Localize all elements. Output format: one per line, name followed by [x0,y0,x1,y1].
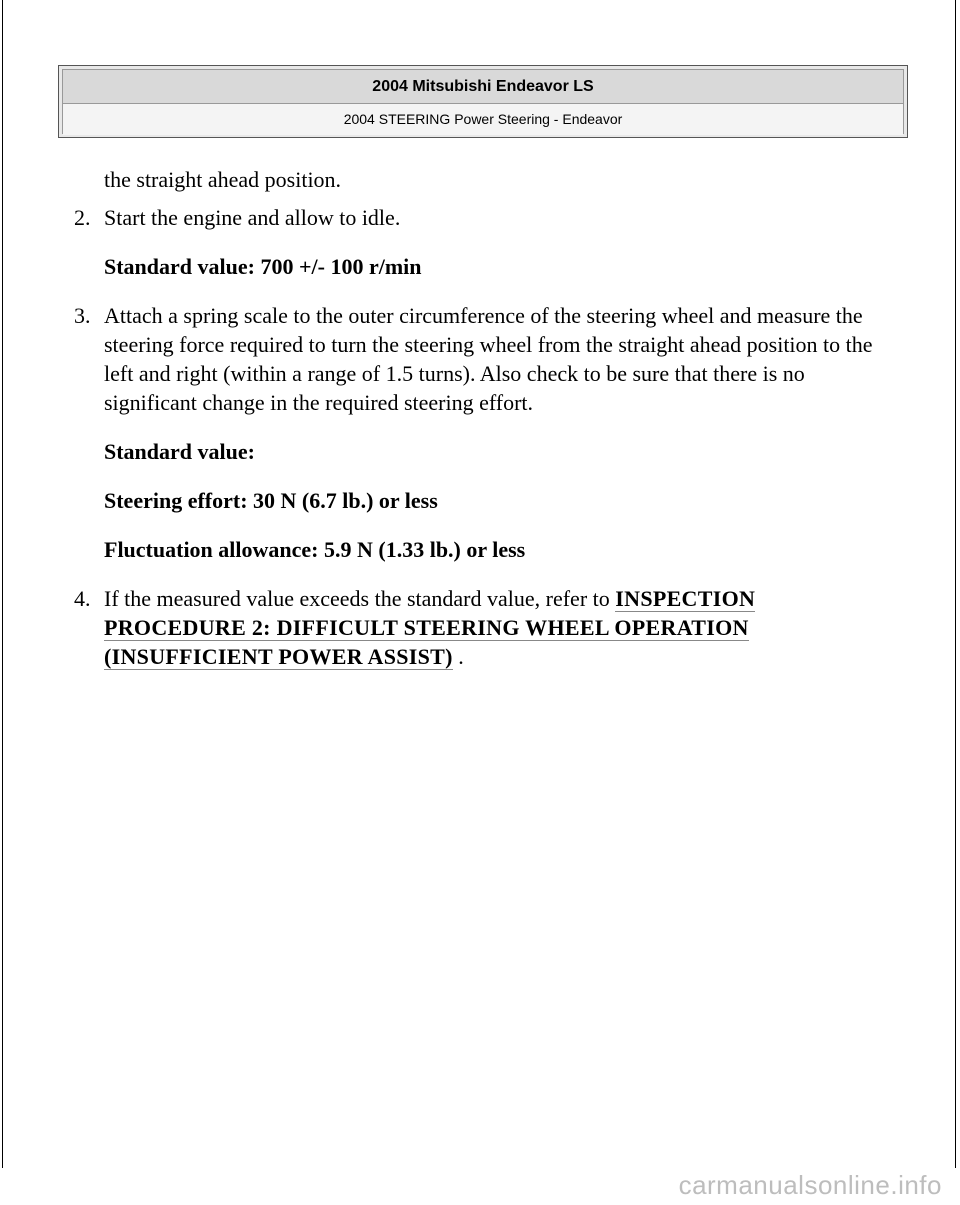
step-3 [74,301,874,417]
standard-value-label: Standard value: [104,439,255,464]
step-text: Start the engine and allow to idle. [104,205,401,230]
step-text-after-link: . [452,644,464,669]
document-body [74,165,874,671]
document-header [58,65,908,138]
continuation-text: the straight ahead position. [104,167,342,192]
step-4 [74,584,874,671]
steering-effort-value: Steering effort: 30 N (6.7 lb.) or less [104,488,438,513]
step-2 [74,203,874,232]
step-number: 2. [74,205,91,230]
step-text-before-link: If the measured value exceeds the standard value, refer to [104,586,616,611]
header-subtitle: 2004 STEERING Power Steering - Endeavor [63,104,903,135]
standard-idle-value: Standard value: 700 +/- 100 r/min [104,254,422,279]
watermark: carmanualsonline.info [678,1170,942,1200]
step-number: 3. [74,303,91,328]
header-title: 2004 Mitsubishi Endeavor LS [63,70,903,104]
step-number: 4. [74,586,91,611]
fluctuation-allowance-value: Fluctuation allowance: 5.9 N (1.33 lb.) or less [104,537,526,562]
step-text [104,584,874,671]
header-inner [62,69,904,134]
step-text: Attach a spring scale to the outer circumference of the steering wheel and measure the steering force required to turn the steering wheel from the straight ahead position to the left and right (within a range of 1.5 turns). Also check to be sure that there is no significant change in the required steering effort. [104,303,873,415]
inspection-procedure-2-link[interactable]: INSPECTION PROCEDURE 2: DIFFICULT STEERING WHEEL OPERATION (INSUFFICIENT POWER ASSIST) [104,586,756,669]
